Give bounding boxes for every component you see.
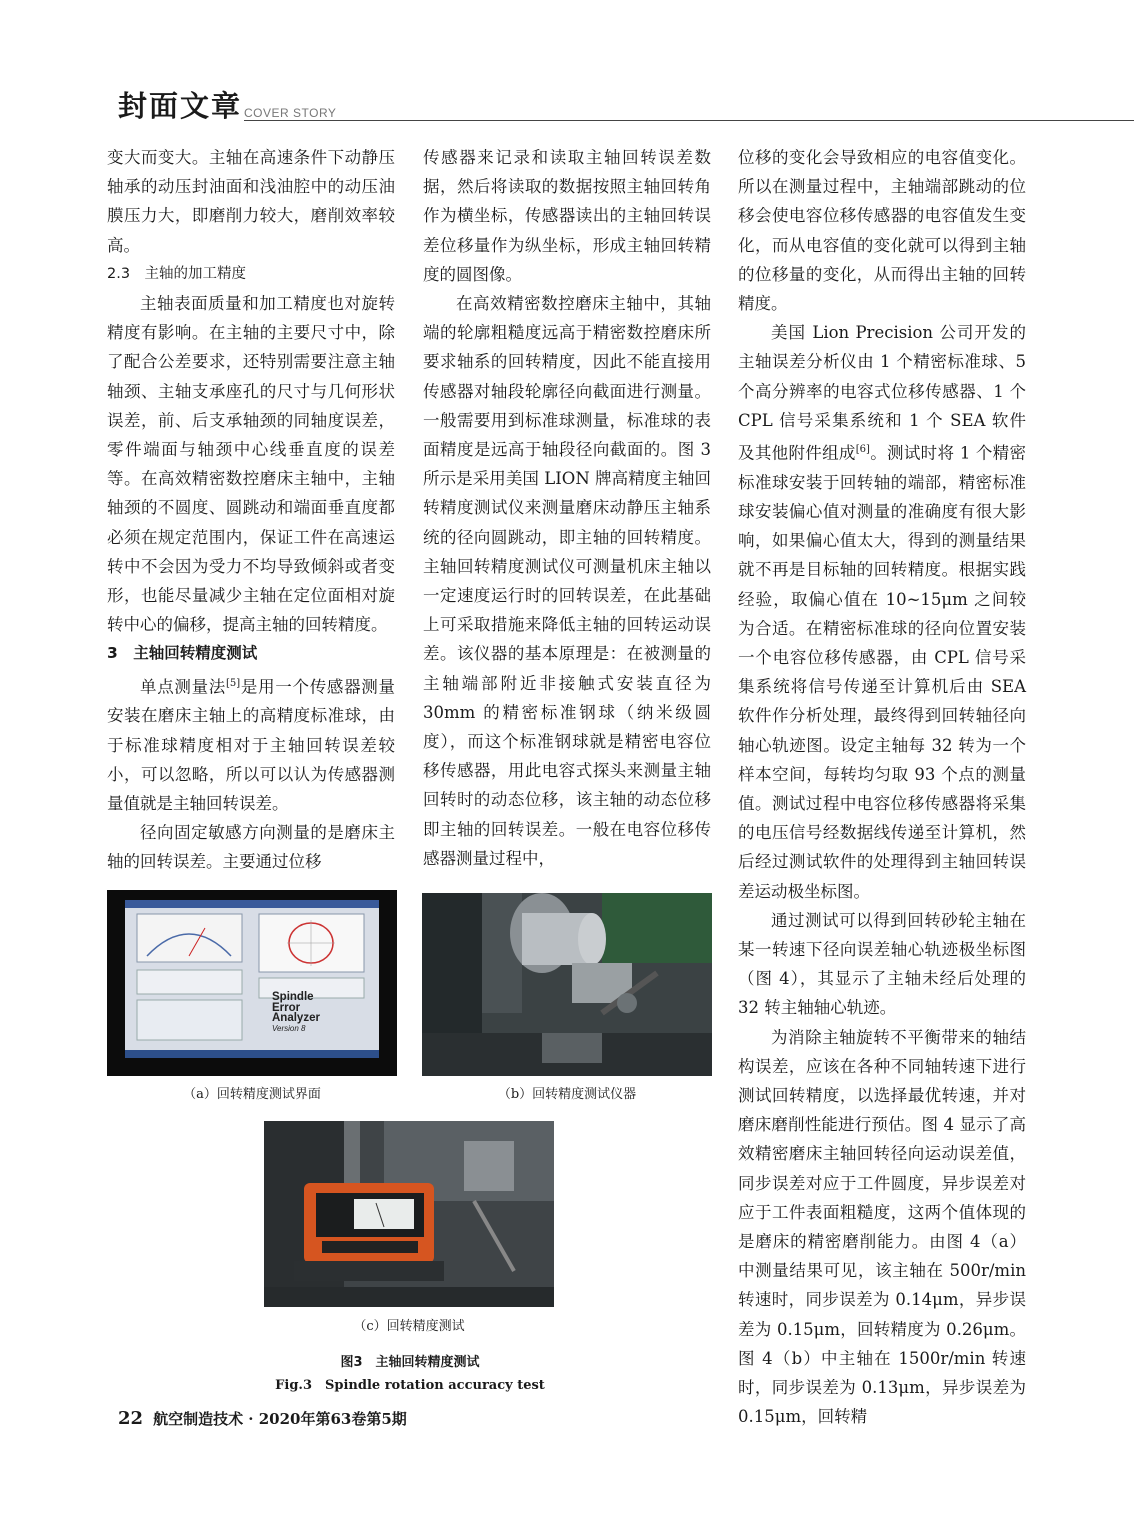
paragraph-text: 。测试时将 1 个精密标准球安装于回转轴的端部，精密标准球安装偏心值对测量的准确度有很大影响，如果偏心值太大，得到的测量结果就不再是目标轴的回转精度。根据实践经验，取偏心值在 10~15μm 之间较为合适。在精密标准球的径向位置安装一个电容位移传感器，由 CPL 信号采集系统将信号传递至计算机后由 SEA 软件作分析处理，最终得到回转轴径向轴心轨迹图。设定主轴每 32 转为一个样本空间，每转均匀取 93 个点的测量值。测试过程中电容位移传感器将采集的电压信号经数据线传递至计算机，然后经过测试软件的处理得到主轴回转误差运动极坐标图。 <box>738 443 1026 901</box>
text-column-3 <box>738 143 1026 1431</box>
section-subtitle: COVER STORY <box>244 106 337 120</box>
figure-title-cn: 图3 主轴回转精度测试 <box>340 1355 480 1370</box>
paragraph: 传感器来记录和读取主轴回转误差数据，然后将读取的数据按照主轴回转角作为横坐标，传感器读出的主轴回转误差位移量作为纵坐标，形成主轴回转精度的圆图像。 <box>423 148 711 284</box>
paragraph: 径向固定敏感方向测量的是磨床主轴的回转误差。主要通过位移 <box>107 823 395 872</box>
paragraph: 通过测试可以得到回转砂轮主轴在某一转速下径向误差轴心轨迹极坐标图（图 4），其显示了主轴未经后处理的 32 转主轴轴心轨迹。 <box>738 910 1026 1018</box>
header-rule <box>244 120 1134 121</box>
measurement-photo-image <box>264 1121 554 1307</box>
paragraph: 变大而变大。主轴在高速条件下动静压轴承的动压封油面和浅油腔中的动压油膜压力大，即磨削力较大，磨削效率较高。 <box>107 148 395 255</box>
paragraph: 在高效精密数控磨床主轴中，其轴端的轮廓粗糙度远高于精密数控磨床所要求轴系的回转精度，因此不能直接用传感器对轴段轮廓径向截面进行测量。一般需要用到标准球测量，标准球的表面精度是远高于轴段径向截面的。图 3 所示是采用美国 LION 牌高精度主轴回转精度测试仪来测量磨床动静压主轴系统的径向圆跳动，即主轴的回转精度。主轴回转精度测试仪可测量机床主轴以一定速度运行时的回转误差，在此基础上可采取措施来降低主轴的回转运动误差。该仪器的基本原理是：在被测量的主轴端部附近非接触式安装直径为 30mm 的精密标准钢球（纳米级圆度），而这个标准钢球就是精密电容位移传感器，用此电容式探头来测量主轴回转时的动态位移，该主轴的动态位移即主轴的回转误差。一般在电容位移传感器测量过程中， <box>423 294 711 868</box>
paragraph: 为消除主轴旋转不平衡带来的轴结构误差，应该在各种不同轴转速下进行测试回转精度，以选择最优转速，并对磨床磨削性能进行预估。图 4 显示了高效精密磨床主轴回转径向运动误差值，同步误差对应于工件圆度，异步误差对应于工件表面粗糙度，这两个值体现的是磨床的精密磨削能力。由图 4（a）中测量结果可见，该主轴在 500r/min 转速时，同步误差为 0.14μm，异步误差为 0.15μm，回转精度为 0.26μm。图 4（b）中主轴在 1500r/min 转速时，同步误差为 0.13μm，异步误差为 0.15μm，回转精 <box>738 1027 1026 1427</box>
logo-line-2: Error <box>272 1001 301 1014</box>
spindle-error-analyzer-logo <box>272 992 352 1034</box>
section-heading-3: 3 主轴回转精度测试 <box>107 644 258 663</box>
paragraph <box>738 318 1026 906</box>
section-heading-2-3: 2.3 主轴的加工精度 <box>107 265 247 282</box>
paragraph: 位移的变化会导致相应的电容值变化。所以在测量过程中，主轴端部跳动的位移会使电容位移传感器的电容值发生变化，而从电容值的变化就可以得到主轴的位移量的变化，从而得出主轴的回转精度。 <box>738 148 1026 314</box>
paragraph-text: 单点测量法 <box>140 677 227 697</box>
figure-caption-b: （b）回转精度测试仪器 <box>497 1087 637 1102</box>
journal-name: 航空制造技术 · 2020年第63卷第5期 <box>153 1410 407 1428</box>
logo-line-1: Spindle <box>272 991 314 1003</box>
page-number: 22 <box>118 1408 144 1429</box>
figure-a-software-screen <box>107 890 397 1076</box>
page-footer <box>118 1408 407 1429</box>
paragraph: 主轴表面质量和加工精度也对旋转精度有影响。在主轴的主要尺寸中，除了配合公差要求，还特别需要注意主轴轴颈、主轴支承座孔的尺寸与几何形状误差，前、后支承轴颈的同轴度误差，零件端面与轴颈中心线垂直度的误差等。在高效精密数控磨床主轴中，主轴轴颈的不圆度、圆跳动和端面垂直度都必须在规定范围内，保证工件在高速运转中不会因为受力不均导致倾斜或者变形，也能尽量减少主轴在定位面相对旋转中心的偏移，提高主轴的回转精度。 <box>107 294 395 635</box>
paragraph-text: 美国 Lion Precision 公司开发的主轴误差分析仪由 1 个精密标准球、5 个高分辨率的电容式位移传感器、1 个 CPL 信号采集系统和 1 个 SEA 软件及其他附件组成 <box>738 323 1026 463</box>
logo-line-3: Analyzer <box>272 1012 320 1024</box>
instrument-photo-image <box>422 893 712 1076</box>
paragraph <box>107 669 395 819</box>
logo-version: Version 8 <box>272 1023 306 1033</box>
citation-ref: [5] <box>226 677 241 689</box>
text-column-2 <box>423 143 711 873</box>
paragraph-text: 是用一个传感器测量安装在磨床主轴上的高精度标准球，由于标准球精度相对于主轴回转误差较小，可以忽略，所以可以认为传感器测量值就是主轴回转误差。 <box>107 677 396 813</box>
citation-ref: [6] <box>855 444 870 456</box>
figure-caption-a: （a）回转精度测试界面 <box>183 1087 321 1102</box>
figure-b-test-instrument <box>422 893 712 1076</box>
text-column-1 <box>107 143 395 877</box>
monitor-screen-image <box>107 890 397 1076</box>
figure-title-en: Fig.3 Spindle rotation accuracy test <box>275 1378 545 1393</box>
figure-caption-c: （c）回转精度测试 <box>353 1319 465 1334</box>
section-title: 封面文章 <box>118 89 243 123</box>
figure-c-measurement-device <box>264 1121 554 1307</box>
